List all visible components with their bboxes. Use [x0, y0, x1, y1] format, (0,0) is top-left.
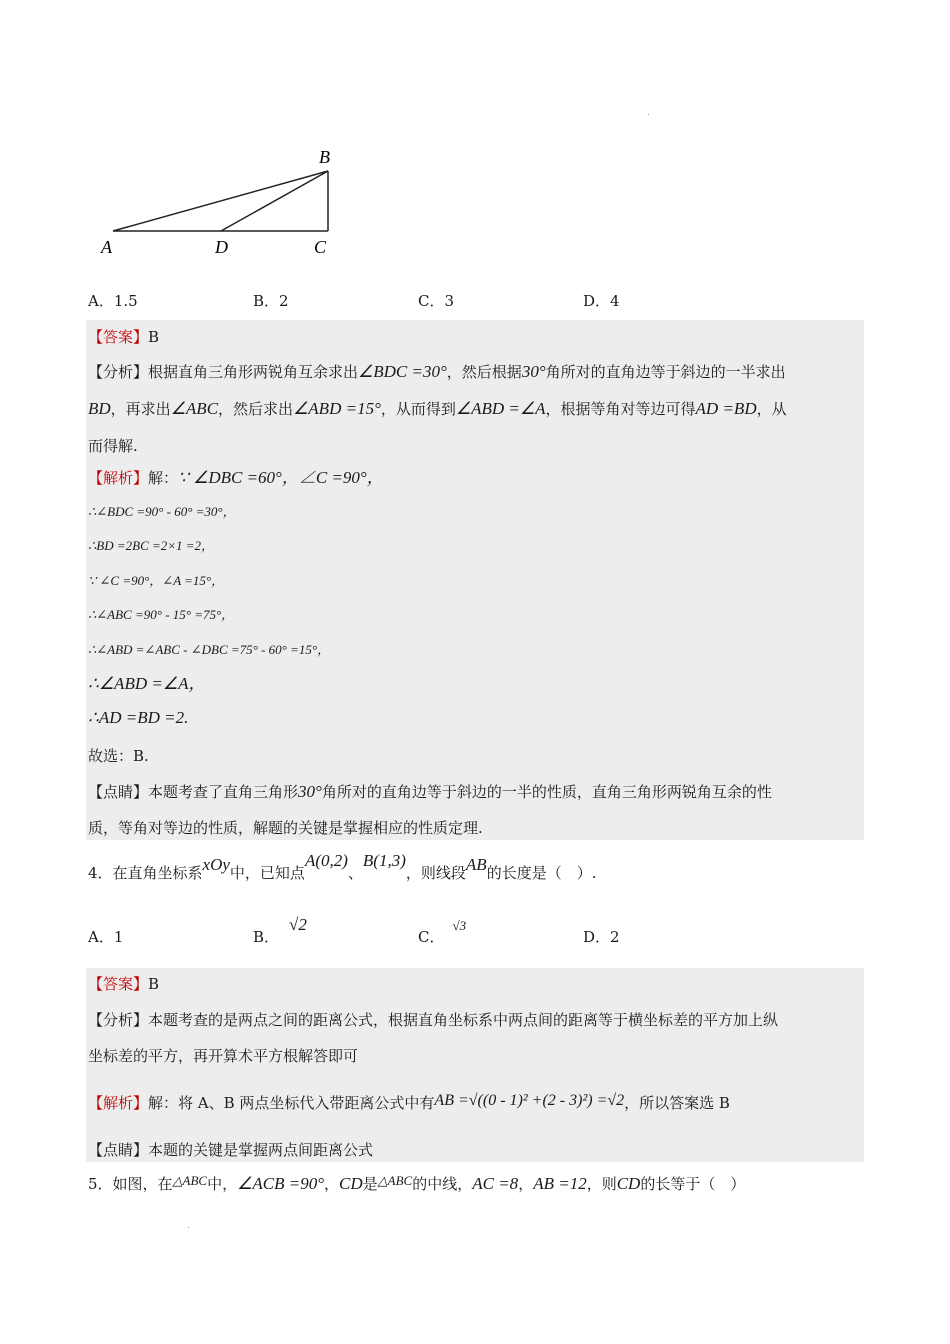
math: 30°: [298, 782, 322, 801]
text: B．: [253, 928, 280, 946]
q4-comment: [88, 1139, 373, 1161]
answer-value: B: [148, 328, 160, 346]
q3-option-c: C．3: [418, 292, 455, 310]
q3-option-b: B．2: [253, 292, 289, 310]
q3-step-2: ∴∠BDC =90° - 60° =30°，: [88, 504, 236, 519]
q3-step-7: ∴∠ABD =∠A，: [88, 674, 206, 693]
answer-tag: 【答案】: [88, 328, 149, 346]
solution-tag: 【解析】: [88, 1094, 149, 1112]
text: ，则: [586, 1175, 617, 1193]
q3-step-5: ∴∠ABC =90° - 15° =75°，: [88, 607, 235, 622]
segment-bd: [221, 171, 328, 231]
math: √3: [452, 918, 467, 933]
q4-analysis-line-1: [88, 1009, 778, 1031]
math: CD: [616, 1174, 641, 1193]
distance-formula: AB =√((0 - 1)² +(2 - 3)²) =√2: [434, 1092, 625, 1109]
q3-analysis-line-3: 而得解.: [88, 437, 138, 455]
text: ，: [518, 1175, 534, 1193]
answer-tag: 【答案】: [88, 975, 149, 993]
math: ∠ABD =15°: [293, 399, 381, 418]
label-b: B: [319, 147, 330, 167]
math: △ABC: [172, 1173, 208, 1188]
q3-choose: 故选：B.: [88, 747, 149, 765]
text: ，从而得到: [380, 400, 456, 418]
math: B(1,3): [362, 851, 406, 870]
math: BD: [88, 399, 111, 418]
q3-step-6: ∴∠ABD =∠ABC - ∠DBC =75° - 60° =15°，: [88, 642, 331, 657]
comment-tag: 【点睛】: [88, 1141, 149, 1159]
math: △ABC: [377, 1173, 413, 1188]
label-d: D: [215, 237, 228, 257]
q3-answer: [88, 326, 159, 348]
q4-analysis-line-2: 坐标差的平方，再开算术平方根解答即可: [88, 1047, 359, 1065]
q4-option-d: D．2: [583, 928, 620, 946]
text: ，然后求出: [218, 400, 294, 418]
text: 本题考查了直角三角形: [148, 783, 299, 801]
text: 的长度是（ ）.: [486, 864, 597, 882]
q5-stem: [88, 1173, 745, 1196]
text: 解：: [148, 469, 179, 487]
q3-comment-line-1: [88, 781, 772, 803]
triangle-figure: [95, 145, 355, 260]
text: 根据直角三角形两锐角互余求出: [148, 363, 359, 381]
q3-solution-head: [88, 467, 384, 489]
text: C．: [418, 928, 445, 946]
q3-analysis-line-2: [88, 398, 787, 420]
text: 角所对的直角边等于斜边的一半的性质，直角三角形两锐角互余的性: [321, 783, 772, 801]
answer-value: B: [148, 975, 160, 993]
text: ，则线段: [405, 864, 466, 882]
math: 30°: [521, 362, 546, 381]
analysis-tag: 【分析】: [88, 363, 149, 381]
math: AB: [465, 855, 487, 874]
math: √2: [289, 915, 307, 934]
text: 、: [347, 864, 363, 882]
math: A(0,2): [304, 851, 348, 870]
text: ，所以答案选 B: [624, 1094, 730, 1112]
segment-ab: [113, 171, 328, 231]
text: 中，: [207, 1175, 238, 1193]
text: ，然后根据: [446, 363, 522, 381]
analysis-tag: 【分析】: [88, 1011, 149, 1029]
math: ∠ABC: [170, 399, 219, 418]
text: ，从: [756, 400, 787, 418]
q3-analysis-line-1: [88, 361, 786, 383]
label-c: C: [314, 237, 327, 257]
q4-answer: [88, 973, 159, 995]
math: CD: [339, 1174, 363, 1193]
text: ，再求出: [110, 400, 171, 418]
q4-option-a: A．1: [88, 928, 124, 946]
solution-tag: 【解析】: [88, 469, 149, 487]
math: ∠ACB =90°: [237, 1174, 324, 1193]
q4-option-b: [253, 915, 307, 947]
text: 解：将 A、B 两点坐标代入带距离公式中有: [148, 1094, 435, 1112]
text: 中，已知点: [229, 864, 305, 882]
text: 本题考查的是两点之间的距离公式，根据直角坐标系中两点间的距离等于横坐标差的平方加上纵: [148, 1011, 779, 1029]
q4-option-c: [418, 918, 467, 947]
q3-option-a: A．1.5: [88, 292, 138, 310]
text: 的中线，: [412, 1175, 473, 1193]
math: xOy: [202, 855, 230, 874]
math: AC =8: [472, 1174, 519, 1193]
q3-step-3: ∴BD =2BC =2×1 =2，: [88, 538, 215, 553]
q3-comment-line-2: 质，等角对等边的性质，解题的关键是掌握相应的性质定理.: [88, 819, 483, 837]
text: 4．在直角坐标系: [88, 864, 203, 882]
text: 本题的关键是掌握两点间距离公式: [148, 1141, 374, 1159]
q4-stem: [88, 851, 597, 884]
text: 的长等于（ ）: [640, 1175, 746, 1193]
math: ∠BDC =30°: [358, 362, 447, 381]
text: ，: [324, 1175, 340, 1193]
speck-bottom: [188, 1227, 189, 1228]
q4-solution: [88, 1092, 730, 1115]
speck-top: [648, 114, 649, 115]
text: 5．如图，在: [88, 1175, 173, 1193]
math: ∵ ∠DBC =60°，∠C =90°，: [178, 468, 384, 487]
math: AB =12: [533, 1174, 587, 1193]
label-a: A: [101, 237, 112, 257]
math: ∠ABD =∠A: [455, 399, 546, 418]
q3-step-8: ∴AD =BD =2.: [88, 708, 189, 727]
text: 是: [362, 1175, 378, 1193]
math: AD =BD: [695, 399, 757, 418]
text: ，根据等角对等边可得: [545, 400, 696, 418]
comment-tag: 【点睛】: [88, 783, 149, 801]
q3-option-d: D．4: [583, 292, 620, 310]
text: 角所对的直角边等于斜边的一半求出: [545, 363, 786, 381]
q3-step-4: ∵ ∠C =90°，∠A =15°，: [88, 573, 225, 588]
